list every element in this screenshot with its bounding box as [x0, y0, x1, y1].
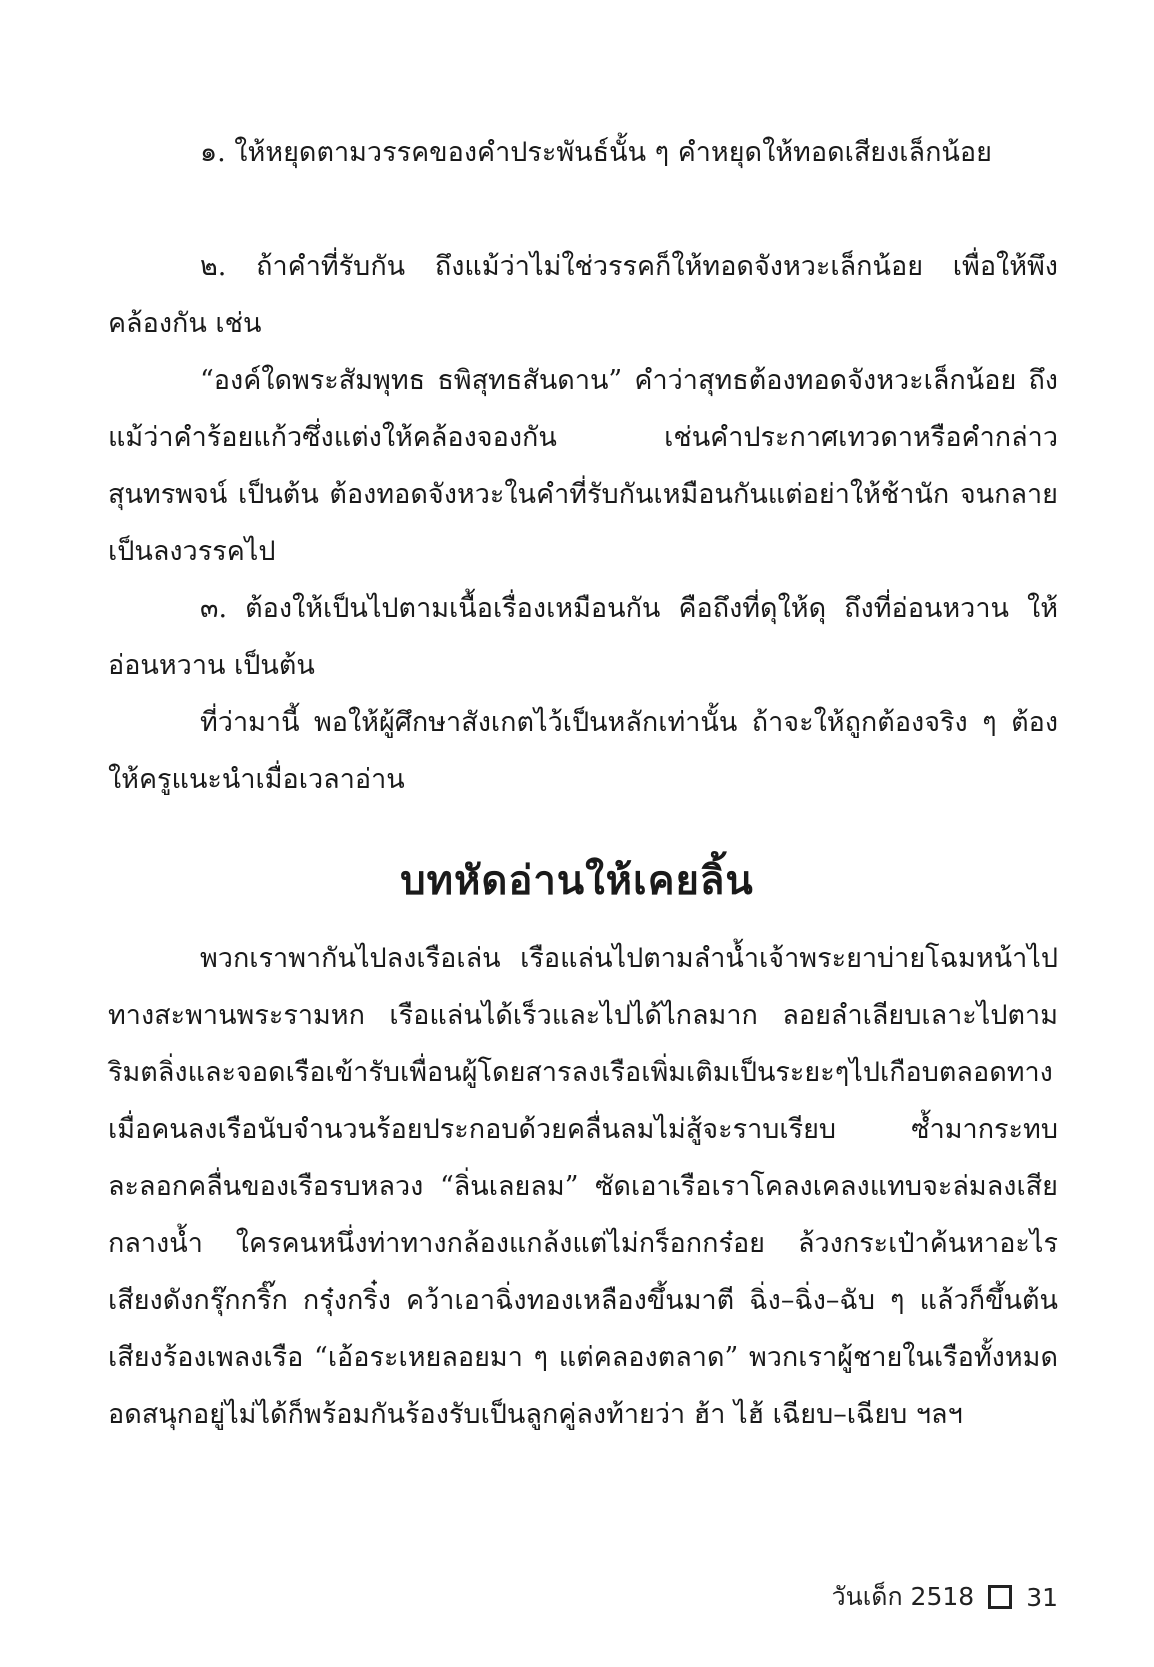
paragraph-rule-2: ๒. ถ้าคำที่รับกัน ถึงแม้ว่าไม่ใช่วรรคก็ให้ทอดจังหวะเล็กน้อย เพื่อให้พึงคล้องกัน เช่น	[108, 251, 1058, 339]
paragraph-summary: ที่ว่ามานี้ พอให้ผู้ศึกษาสังเกตไว้เป็นหลักเท่านั้น ถ้าจะให้ถูกต้องจริง ๆ ต้องให้ครูแนะนำเมื่อเวลาอ่าน	[108, 707, 1058, 795]
page-footer	[832, 1577, 1058, 1617]
exercise-passage: พวกเราพากันไปลงเรือเล่น เรือแล่นไปตามลำน้ำเจ้าพระยาบ่ายโฉมหน้าไปทางสะพานพระรามหก เรือแล่นได้เร็วและไปได้ไกลมาก ลอยลำเลียบเลาะไปตามริมตลิ่งและจอดเรือเข้ารับเพื่อนผู้โดยสารลงเรือเพิ่มเติมเป็นระยะๆไปเกือบตลอดทาง เมื่อคนลงเรือนับจำนวนร้อยประกอบด้วยคลื่นลมไม่สู้จะราบเรียบ ซ้ำมากระทบละลอกคลื่นของเรือรบหลวง “ลิ่นเลยลม” ซัดเอาเรือเราโคลงเคลงแทบจะล่มลงเสียกลางน้ำ ใครคนหนึ่งท่าทางกล้องแกล้งแต่ไม่กร็อกกร๋อย ล้วงกระเป๋าค้นหาอะไรเสียงดังกรุ๊กกริ๊ก กรุ๋งกริ๋ง คว้าเอาฉิ่งทองเหลืองขึ้นมาตี ฉิ่ง–ฉิ่ง–ฉับ ๆ แล้วก็ขึ้นต้นเสียงร้องเพลงเรือ “เอ้อระเหยลอยมา ๆ แต่คลองตลาด” พวกเราผู้ชายในเรือทั้งหมดอดสนุกอยู่ไม่ได้ก็พร้อมกันร้องรับเป็นลูกคู่ลงท้ายว่า ฮ้า ไฮ้ เฉียบ–เฉียบ ฯลฯ	[108, 943, 1058, 1430]
footer-label: วันเด็ก 2518	[831, 1582, 975, 1611]
paragraph-rule-1: ๑. ให้หยุดตามวรรคของคำประพันธ์นั้น ๆ คำหยุดให้ทอดเสียงเล็กน้อย	[200, 137, 992, 168]
page-number: 31	[1026, 1582, 1058, 1612]
section-heading: บทหัดอ่านให้เคยลิ้น	[400, 858, 754, 904]
paragraph-example: “องค์ใดพระสัมพุทธ ธพิสุทธสันดาน” คำว่าสุทธต้องทอดจังหวะเล็กน้อย ถึงแม้ว่าคำร้อยแก้วซึ่งแต่งให้คล้องจองกัน เช่นคำประกาศเทวดาหรือคำกล่าวสุนทรพจน์ เป็นต้น ต้องทอดจังหวะในคำที่รับกันเหมือนกันแต่อย่าให้ช้านัก จนกลายเป็นลงวรรคไป	[108, 365, 1058, 567]
paragraph-rule-3: ๓. ต้องให้เป็นไปตามเนื้อเรื่องเหมือนกัน คือถึงที่ดุให้ดุ ถึงที่อ่อนหวาน ให้อ่อนหวาน เป็นต้น	[108, 593, 1058, 681]
square-separator-icon	[988, 1585, 1012, 1609]
